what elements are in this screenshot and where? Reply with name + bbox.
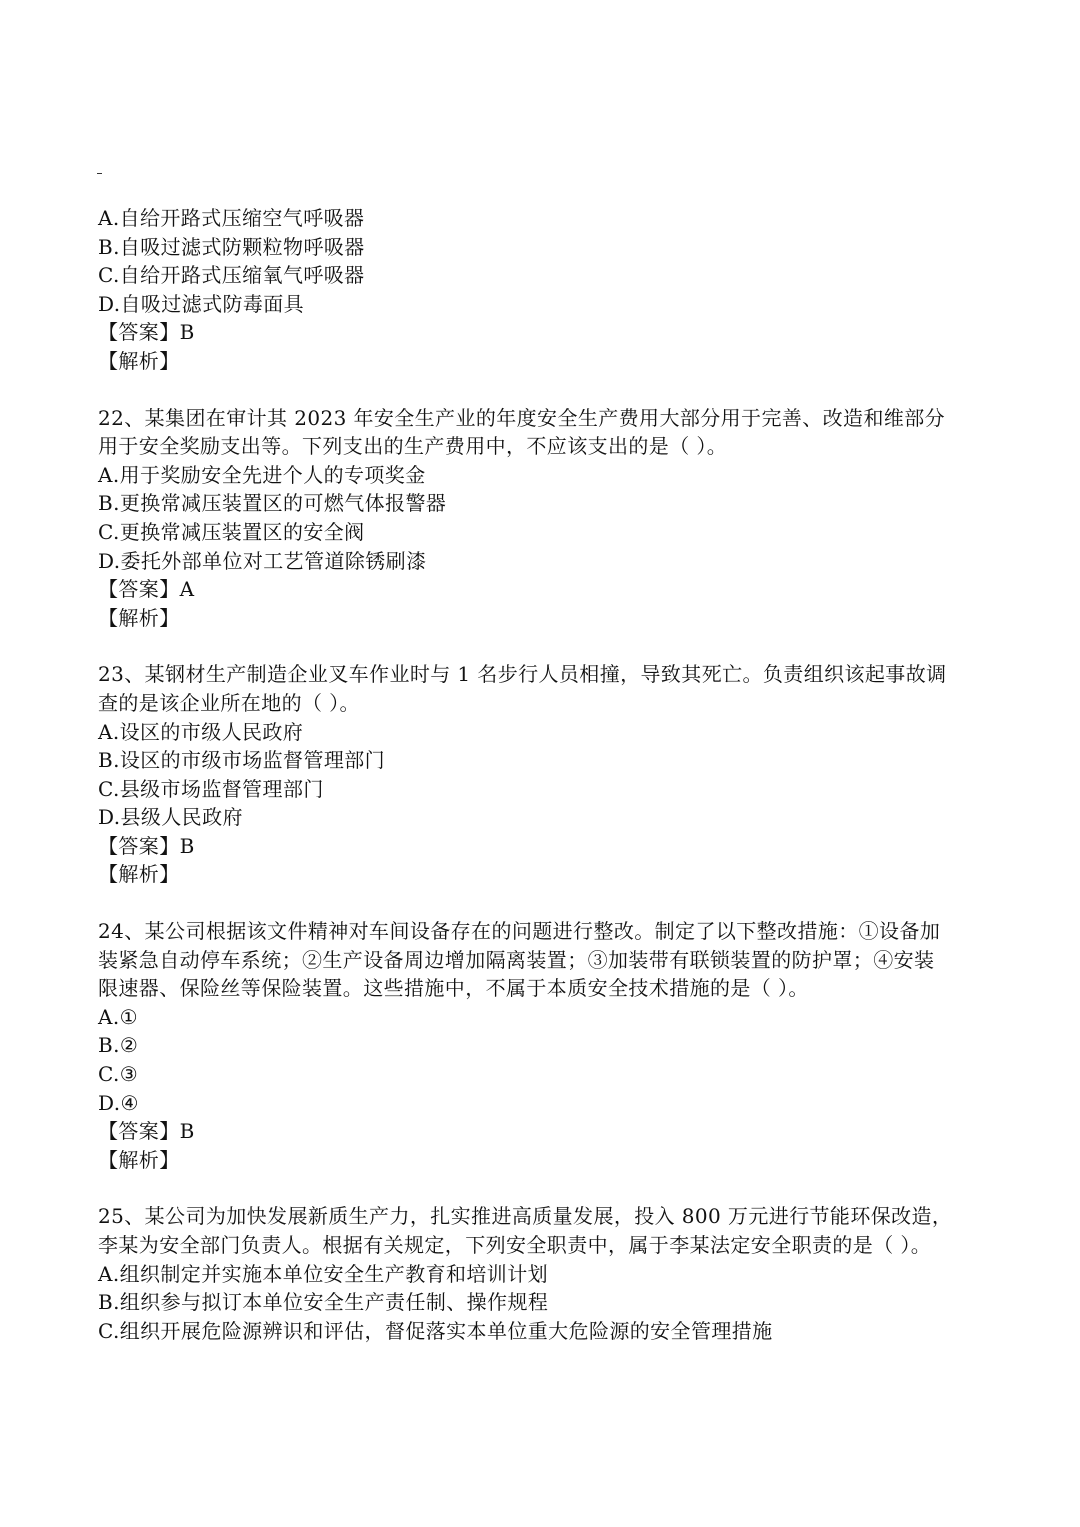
option-a: A.设区的市级人民政府 bbox=[98, 719, 304, 744]
question-list bbox=[98, 204, 988, 1373]
option-c: C.自给开路式压缩氧气呼吸器 bbox=[98, 263, 365, 288]
question-stem bbox=[98, 917, 988, 1003]
stem-line: 李某为安全部门负责人。根据有关规定，下列安全职责中，属于李某法定安全职责的是（ ）。 bbox=[98, 1233, 932, 1257]
stem-line: 23、某钢材生产制造企业叉车作业时与 1 名步行人员相撞，导致其死亡。负责组织该起事故调 bbox=[98, 662, 947, 687]
question-22 bbox=[98, 404, 988, 633]
option-b: B.组织参与拟订本单位安全生产责任制、操作规程 bbox=[98, 1290, 549, 1315]
stem-line: 装紧急自动停车系统；②生产设备周边增加隔离装置；③加装带有联锁装置的防护罩；④安装 bbox=[98, 947, 935, 972]
analysis-line: 【解析】 bbox=[98, 605, 180, 630]
option-d: D.自吸过滤式防毒面具 bbox=[98, 291, 305, 316]
stem-line: 查的是该企业所在地的（ ）。 bbox=[98, 690, 360, 715]
option-b: B.更换常减压装置区的可燃气体报警器 bbox=[98, 491, 447, 516]
analysis-line: 【解析】 bbox=[98, 1147, 180, 1172]
option-a: A.自给开路式压缩空气呼吸器 bbox=[98, 206, 365, 230]
option-d: D.县级人民政府 bbox=[98, 805, 243, 830]
option-d: D.④ bbox=[98, 1090, 139, 1115]
question-24 bbox=[98, 917, 988, 1174]
option-b: B.自吸过滤式防颗粒物呼吸器 bbox=[98, 234, 365, 259]
answer-line: 【答案】B bbox=[98, 320, 195, 345]
analysis-line: 【解析】 bbox=[98, 348, 180, 373]
option-c: C.县级市场监督管理部门 bbox=[98, 776, 324, 801]
stem-line: 24、某公司根据该文件精神对车间设备存在的问题进行整改。制定了以下整改措施：①设备加 bbox=[98, 919, 941, 944]
option-a: A.组织制定并实施本单位安全生产教育和培训计划 bbox=[98, 1261, 549, 1286]
question-23 bbox=[98, 660, 988, 889]
stem-line: 25、某公司为加快发展新质生产力，扎实推进高质量发展，投入 800 万元进行节能环保改造， bbox=[98, 1204, 953, 1229]
option-b: B.设区的市级市场监督管理部门 bbox=[98, 748, 386, 773]
option-c: C.组织开展危险源辨识和评估，督促落实本单位重大危险源的安全管理措施 bbox=[98, 1318, 773, 1343]
question-21-continuation bbox=[98, 204, 988, 376]
stem-line: 用于安全奖励支出等。下列支出的生产费用中，不应该支出的是（ ）。 bbox=[98, 434, 728, 459]
stem-line: 22、某集团在审计其 2023 年安全生产业的年度安全生产费用大部分用于完善、改造和维部分 bbox=[98, 405, 946, 430]
option-b: B.② bbox=[98, 1033, 139, 1058]
answer-line: 【答案】A bbox=[98, 577, 195, 602]
question-stem bbox=[98, 404, 988, 461]
stray-mark bbox=[97, 173, 102, 174]
option-d: D.委托外部单位对工艺管道除锈刷漆 bbox=[98, 548, 427, 573]
question-25 bbox=[98, 1202, 988, 1345]
stem-line: 限速器、保险丝等保险装置。这些措施中，不属于本质安全技术措施的是（ ）。 bbox=[98, 976, 809, 1001]
option-c: C.③ bbox=[98, 1062, 139, 1087]
option-a: A.① bbox=[98, 1004, 138, 1029]
question-stem bbox=[98, 1202, 988, 1259]
option-c: C.更换常减压装置区的安全阀 bbox=[98, 519, 365, 544]
option-a: A.用于奖励安全先进个人的专项奖金 bbox=[98, 462, 426, 487]
question-stem bbox=[98, 660, 988, 717]
answer-line: 【答案】B bbox=[98, 833, 195, 858]
answer-line: 【答案】B bbox=[98, 1119, 195, 1144]
analysis-line: 【解析】 bbox=[98, 862, 180, 887]
